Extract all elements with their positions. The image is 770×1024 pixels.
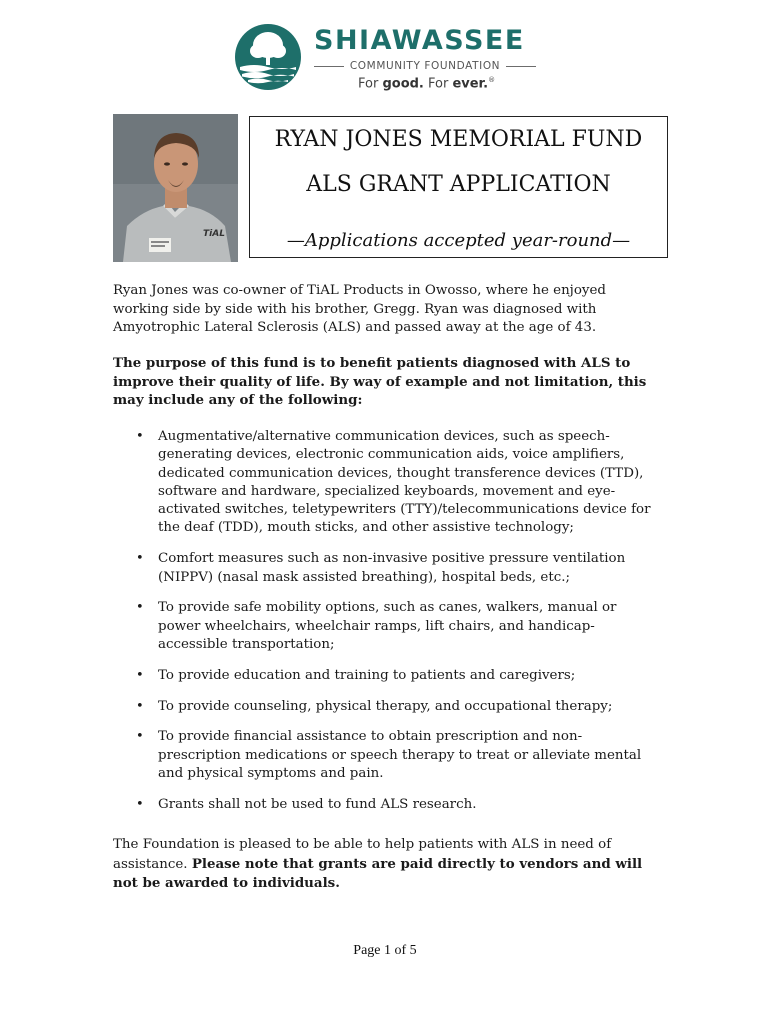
shirt-logo-text: TiAL <box>203 229 225 239</box>
bullet-icon: • <box>136 796 144 812</box>
list-item-text: Comfort measures such as non-invasive positive pressure ventilation (NIPPV) (nasal mask assisted breathing), hospital beds, etc.; <box>158 551 626 585</box>
list-item <box>113 428 663 538</box>
list-item-text: Augmentative/alternative communication devices, such as speech-generating devices, electronic communication aids, voice amplifiers, dedicated communication devices, thought transference devices (TTD), software and hardware, specialized keyboards, movement and eye-activated switches, teletypewriters (TTY)/telecommunications device for the deaf (TDD), mouth sticks, and other assistive technology; <box>158 429 651 536</box>
list-item-text: To provide financial assistance to obtain prescription and non-prescription medications or speech therapy to treat or alleviate mental and physical symptoms and pain. <box>158 729 642 781</box>
bullet-icon: • <box>136 667 144 683</box>
list-item <box>113 698 663 716</box>
application-title: ALS GRANT APPLICATION <box>306 172 611 197</box>
bullet-icon: • <box>136 600 144 616</box>
logo-wordmark: SHIAWASSEE <box>314 25 525 56</box>
logo-tagline <box>358 76 495 91</box>
bullet-icon: • <box>136 698 144 714</box>
list-item <box>113 796 663 814</box>
list-item-text: To provide education and training to patients and caregivers; <box>158 667 576 683</box>
list-item <box>113 599 663 654</box>
eligible-uses-list <box>113 428 663 827</box>
title-box <box>249 116 668 258</box>
tagline-prefix: For <box>358 76 383 92</box>
list-item <box>113 728 663 783</box>
applications-note: —Applications accepted year-round— <box>286 230 631 251</box>
bullet-icon: • <box>136 729 144 745</box>
list-item-text: To provide counseling, physical therapy, and occupational therapy; <box>158 698 613 714</box>
closing-notice: Please note that grants are paid directly to vendors and will not be awarded to individuals. <box>113 855 643 891</box>
tagline-ever: ever. <box>452 76 489 92</box>
logo-rule-left <box>314 66 344 67</box>
logo-subtitle-row <box>314 58 536 74</box>
bullet-icon: • <box>136 429 144 444</box>
logo-rule-right <box>506 66 536 67</box>
closing-text: The Foundation is pleased to be able to help patients with ALS in need of assistance. <box>113 837 612 872</box>
registered-mark: ® <box>488 76 496 84</box>
tree-emblem-icon <box>234 23 302 91</box>
list-item-text: Grants shall not be used to fund ALS research. <box>158 796 477 812</box>
tagline-mid: For <box>423 76 453 92</box>
page-number: Page 1 of 5 <box>353 943 417 958</box>
list-item <box>113 667 663 685</box>
foundation-logo <box>234 23 544 95</box>
logo-subtitle: COMMUNITY FOUNDATION <box>349 60 501 72</box>
list-item <box>113 550 663 587</box>
list-item-text: To provide safe mobility options, such as canes, walkers, manual or power wheelchairs, wheelchair ramps, lift chairs, and handicap-accessible transportation; <box>158 600 617 652</box>
intro-paragraph: Ryan Jones was co-owner of TiAL Products in Owosso, where he enjoyed working side by side with his brother, Gregg. Ryan was diagnosed with Amyotrophic Lateral Sclerosis (ALS) and passed away at the age of 43. <box>113 283 606 335</box>
purpose-paragraph: The purpose of this fund is to benefit patients diagnosed with ALS to improve their quality of life. By way of example and not limitation, this may include any of the following: <box>113 355 647 408</box>
closing-paragraph <box>113 836 663 894</box>
fund-title: RYAN JONES MEMORIAL FUND <box>274 127 643 152</box>
tagline-good: good. <box>382 76 424 92</box>
ryan-jones-photo <box>113 114 238 262</box>
bullet-icon: • <box>136 551 144 567</box>
